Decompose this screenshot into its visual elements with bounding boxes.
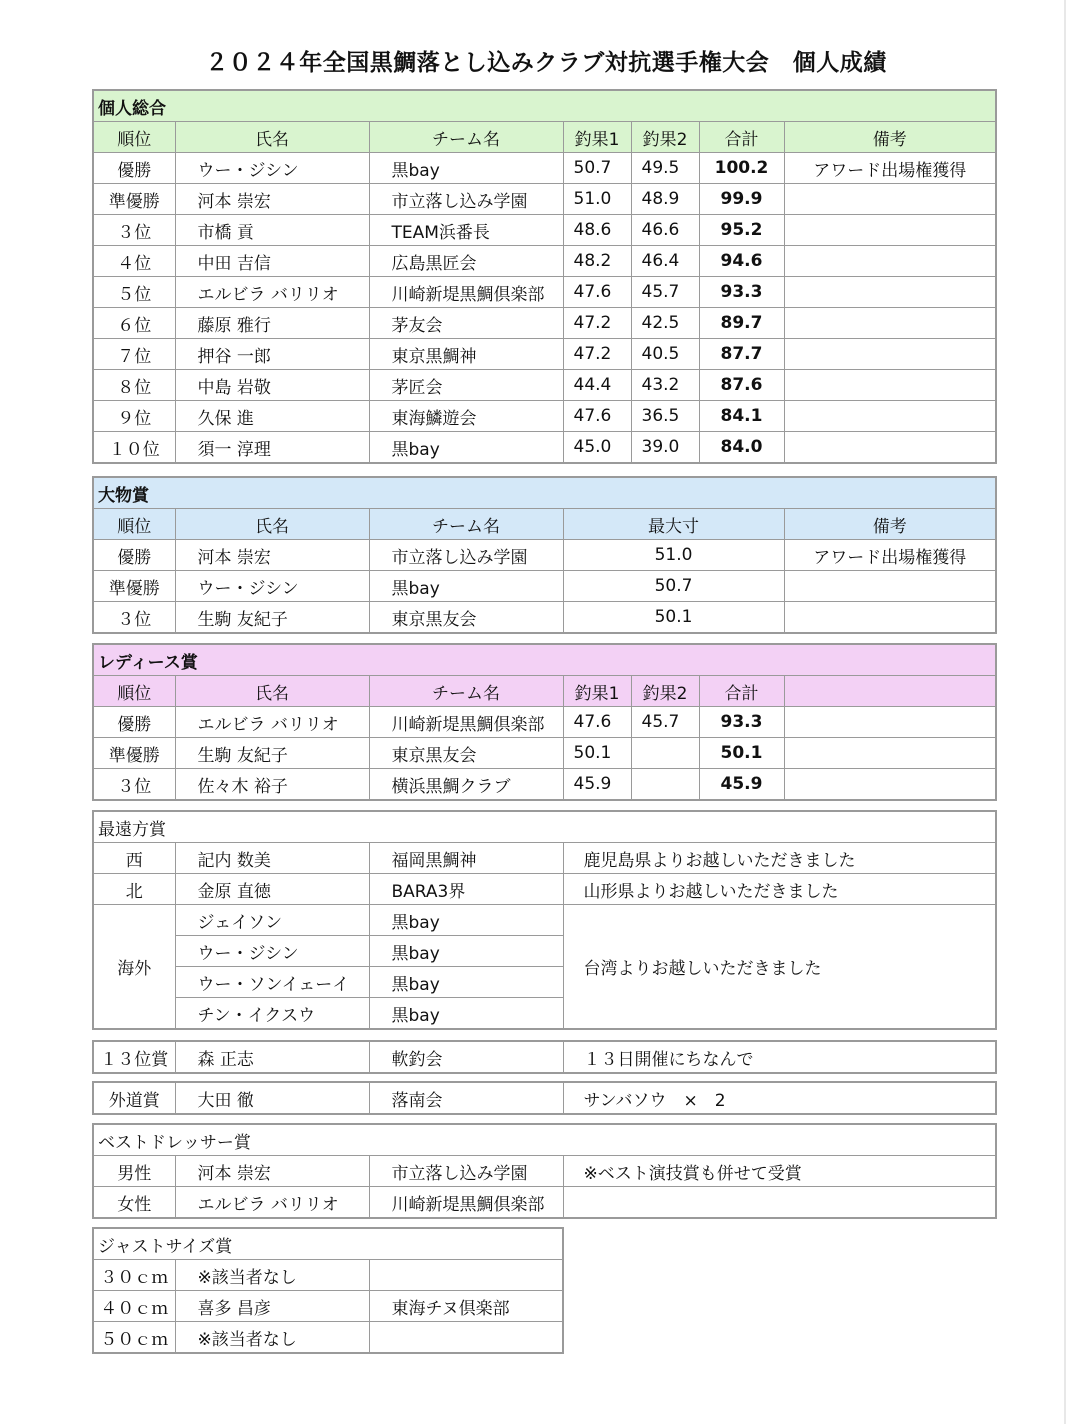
rank-cell: 優勝: [93, 540, 175, 571]
column-header: 釣果2: [631, 122, 699, 153]
person-name: ウー・ジシン: [175, 936, 369, 967]
note-cell: [784, 277, 996, 308]
justsize-table: [92, 1227, 564, 1354]
catch1-cell: 51.0: [563, 184, 631, 215]
note: 山形県よりお越しいただきました: [563, 874, 996, 905]
table-row: [93, 1187, 996, 1219]
person-name: 中島 岩敬: [175, 370, 369, 401]
column-header: 合計: [699, 122, 784, 153]
total-cell: 100.2: [699, 153, 784, 184]
column-header: チーム名: [369, 122, 563, 153]
note: サンバソウ × 2: [563, 1082, 996, 1114]
catch2-cell: 46.6: [631, 215, 699, 246]
person-name: ※該当者なし: [175, 1260, 369, 1291]
table-row: [93, 370, 996, 401]
person-name: チン・イクスウ: [175, 998, 369, 1030]
column-header: 備考: [784, 509, 996, 540]
person-name: 須一 淳理: [175, 432, 369, 464]
person-name: 中田 吉信: [175, 246, 369, 277]
note-cell: [784, 432, 996, 464]
direction-label: 海外: [93, 905, 175, 1030]
table-row: [93, 1156, 996, 1187]
catch2-cell: [631, 738, 699, 769]
person-name: 押谷 一郎: [175, 339, 369, 370]
team-name: [369, 1322, 563, 1354]
rank-cell: ３位: [93, 215, 175, 246]
catch1-cell: 47.6: [563, 277, 631, 308]
note: ※ベスト演技賞も併せて受賞: [563, 1156, 996, 1187]
person-name: 生駒 友紀子: [175, 602, 369, 634]
note-cell: [784, 246, 996, 277]
note-cell: [784, 571, 996, 602]
catch1-cell: 47.2: [563, 308, 631, 339]
team-name: 東海チヌ倶楽部: [369, 1291, 563, 1322]
person-name: 喜多 昌彦: [175, 1291, 369, 1322]
section-heading: ジャストサイズ賞: [93, 1228, 563, 1260]
page-edge-line: [1064, 0, 1066, 1424]
catch2-cell: 46.4: [631, 246, 699, 277]
person-name: 佐々木 裕子: [175, 769, 369, 801]
size-label: ５０ｃｍ: [93, 1322, 175, 1354]
size-label: ４０ｃｍ: [93, 1291, 175, 1322]
overall-results-table: [92, 89, 997, 464]
person-name: 生駒 友紀子: [175, 738, 369, 769]
table-row: [93, 401, 996, 432]
table-header-row: [93, 676, 996, 707]
note-cell: [784, 184, 996, 215]
catch2-cell: 43.2: [631, 370, 699, 401]
table-row: [93, 1260, 563, 1291]
team-name: 黒bay: [369, 936, 563, 967]
table-row: [93, 738, 996, 769]
note: [563, 1187, 996, 1219]
person-name: 森 正志: [175, 1041, 369, 1073]
person-name: ※該当者なし: [175, 1322, 369, 1354]
rank-cell: 準優勝: [93, 571, 175, 602]
catch1-cell: 50.7: [563, 153, 631, 184]
rank-cell: ９位: [93, 401, 175, 432]
person-name: 河本 崇宏: [175, 1156, 369, 1187]
gedo-table: [92, 1081, 997, 1115]
total-cell: 95.2: [699, 215, 784, 246]
column-header: 氏名: [175, 676, 369, 707]
note-cell: [784, 370, 996, 401]
total-cell: 84.1: [699, 401, 784, 432]
dresser-table: [92, 1123, 997, 1219]
total-cell: 45.9: [699, 769, 784, 801]
person-name: エルビラ バリリオ: [175, 1187, 369, 1219]
team-name: 東京黒友会: [369, 738, 563, 769]
table-row: [93, 308, 996, 339]
rank-cell: ６位: [93, 308, 175, 339]
team-name: 東京黒友会: [369, 602, 563, 634]
catch1-cell: 45.9: [563, 769, 631, 801]
team-name: TEAM浜番長: [369, 215, 563, 246]
empty-cell: [784, 738, 996, 769]
section-heading: 最遠方賞: [93, 811, 996, 843]
column-header: チーム名: [369, 676, 563, 707]
table-row: [93, 540, 996, 571]
team-name: 黒bay: [369, 432, 563, 464]
table-row: [93, 874, 996, 905]
empty-cell: [784, 769, 996, 801]
team-name: 黒bay: [369, 571, 563, 602]
table-row: [93, 1322, 563, 1354]
rank-cell: ７位: [93, 339, 175, 370]
empty-cell: [784, 707, 996, 738]
rank-cell: 優勝: [93, 707, 175, 738]
person-name: 大田 徹: [175, 1082, 369, 1114]
note: 台湾よりお越しいただきました: [563, 905, 996, 1030]
catch1-cell: 48.6: [563, 215, 631, 246]
team-name: BARA3界: [369, 874, 563, 905]
team-name: 茅友会: [369, 308, 563, 339]
column-header: 氏名: [175, 122, 369, 153]
rank-cell: ３位: [93, 602, 175, 634]
max-size-cell: 50.1: [563, 602, 784, 634]
table-header-row: [93, 122, 996, 153]
catch1-cell: 47.6: [563, 401, 631, 432]
place13-table: [92, 1040, 997, 1074]
person-name: 市橋 貢: [175, 215, 369, 246]
column-header: 釣果1: [563, 676, 631, 707]
person-name: ジェイソン: [175, 905, 369, 936]
team-name: 茅匠会: [369, 370, 563, 401]
award-label: 外道賞: [93, 1082, 175, 1114]
table-row: [93, 769, 996, 801]
rank-cell: １０位: [93, 432, 175, 464]
table-row: [93, 1082, 996, 1114]
table-header-row: [93, 509, 996, 540]
table-row: [93, 707, 996, 738]
team-name: [369, 1260, 563, 1291]
page-title: ２０２４年全国黒鯛落とし込みクラブ対抗選手権大会 個人成績: [205, 50, 887, 76]
team-name: 黒bay: [369, 967, 563, 998]
person-name: 金原 直徳: [175, 874, 369, 905]
table-row: [93, 571, 996, 602]
total-cell: 87.7: [699, 339, 784, 370]
section-heading: レディース賞: [93, 644, 996, 676]
team-name: 横浜黒鯛クラブ: [369, 769, 563, 801]
team-name: 川崎新堤黒鯛倶楽部: [369, 1187, 563, 1219]
person-name: 記内 数美: [175, 843, 369, 874]
award-label: １３位賞: [93, 1041, 175, 1073]
gender-label: 男性: [93, 1156, 175, 1187]
catch2-cell: 45.7: [631, 707, 699, 738]
table-row: [93, 1041, 996, 1073]
table-row: [93, 339, 996, 370]
column-header: 合計: [699, 676, 784, 707]
team-name: 黒bay: [369, 998, 563, 1030]
note-cell: [784, 602, 996, 634]
column-header: 順位: [93, 509, 175, 540]
table-row: [93, 246, 996, 277]
table-row: [93, 602, 996, 634]
rank-cell: 優勝: [93, 153, 175, 184]
gender-label: 女性: [93, 1187, 175, 1219]
person-name: エルビラ バリリオ: [175, 707, 369, 738]
team-name: 落南会: [369, 1082, 563, 1114]
column-header: [784, 676, 996, 707]
total-cell: 84.0: [699, 432, 784, 464]
note-cell: [784, 339, 996, 370]
direction-label: 西: [93, 843, 175, 874]
catch2-cell: 36.5: [631, 401, 699, 432]
table-row: [93, 432, 996, 464]
table-row: [93, 843, 996, 874]
person-name: ウー・ソンイェーイ: [175, 967, 369, 998]
column-header: 順位: [93, 122, 175, 153]
catch1-cell: 48.2: [563, 246, 631, 277]
column-header: 備考: [784, 122, 996, 153]
note-cell: [784, 401, 996, 432]
team-name: 市立落し込み学園: [369, 1156, 563, 1187]
rank-cell: ４位: [93, 246, 175, 277]
note: 鹿児島県よりお越しいただきました: [563, 843, 996, 874]
note-cell: アワード出場権獲得: [784, 153, 996, 184]
section-heading: 個人総合: [93, 90, 996, 122]
max-size-cell: 50.7: [563, 571, 784, 602]
table-row: [93, 277, 996, 308]
section-heading: ベストドレッサー賞: [93, 1124, 996, 1156]
ladies-table: [92, 643, 997, 801]
table-row: [93, 184, 996, 215]
person-name: 藤原 雅行: [175, 308, 369, 339]
rank-cell: ３位: [93, 769, 175, 801]
team-name: 黒bay: [369, 905, 563, 936]
max-size-cell: 51.0: [563, 540, 784, 571]
total-cell: 93.3: [699, 707, 784, 738]
person-name: エルビラ バリリオ: [175, 277, 369, 308]
team-name: 市立落し込み学園: [369, 184, 563, 215]
rank-cell: ５位: [93, 277, 175, 308]
person-name: ウー・ジシン: [175, 153, 369, 184]
catch1-cell: 44.4: [563, 370, 631, 401]
column-header: 釣果1: [563, 122, 631, 153]
column-header: 氏名: [175, 509, 369, 540]
catch2-cell: 42.5: [631, 308, 699, 339]
team-name: 軟釣会: [369, 1041, 563, 1073]
rank-cell: ８位: [93, 370, 175, 401]
person-name: 久保 進: [175, 401, 369, 432]
catch1-cell: 50.1: [563, 738, 631, 769]
total-cell: 94.6: [699, 246, 784, 277]
total-cell: 99.9: [699, 184, 784, 215]
person-name: 河本 崇宏: [175, 540, 369, 571]
column-header: チーム名: [369, 509, 563, 540]
section-heading: 大物賞: [93, 477, 996, 509]
note-cell: [784, 215, 996, 246]
table-row: [93, 215, 996, 246]
table-row: [93, 153, 996, 184]
farthest-table: [92, 810, 997, 1030]
size-label: ３０ｃｍ: [93, 1260, 175, 1291]
column-header: 最大寸: [563, 509, 784, 540]
team-name: 川崎新堤黒鯛倶楽部: [369, 277, 563, 308]
table-row: [93, 1291, 563, 1322]
catch2-cell: 45.7: [631, 277, 699, 308]
team-name: 広島黒匠会: [369, 246, 563, 277]
person-name: ウー・ジシン: [175, 571, 369, 602]
bigfish-table: [92, 476, 997, 634]
total-cell: 87.6: [699, 370, 784, 401]
catch2-cell: [631, 769, 699, 801]
catch1-cell: 47.2: [563, 339, 631, 370]
rank-cell: 準優勝: [93, 738, 175, 769]
team-name: 川崎新堤黒鯛倶楽部: [369, 707, 563, 738]
catch1-cell: 47.6: [563, 707, 631, 738]
catch2-cell: 40.5: [631, 339, 699, 370]
team-name: 市立落し込み学園: [369, 540, 563, 571]
total-cell: 89.7: [699, 308, 784, 339]
catch2-cell: 39.0: [631, 432, 699, 464]
team-name: 東海鱗遊会: [369, 401, 563, 432]
person-name: 河本 崇宏: [175, 184, 369, 215]
note-cell: [784, 308, 996, 339]
total-cell: 93.3: [699, 277, 784, 308]
direction-label: 北: [93, 874, 175, 905]
total-cell: 50.1: [699, 738, 784, 769]
note: １３日開催にちなんで: [563, 1041, 996, 1073]
team-name: 福岡黒鯛神: [369, 843, 563, 874]
catch2-cell: 49.5: [631, 153, 699, 184]
rank-cell: 準優勝: [93, 184, 175, 215]
note-cell: アワード出場権獲得: [784, 540, 996, 571]
team-name: 東京黒鯛神: [369, 339, 563, 370]
table-row: [93, 905, 996, 936]
column-header: 釣果2: [631, 676, 699, 707]
column-header: 順位: [93, 676, 175, 707]
catch1-cell: 45.0: [563, 432, 631, 464]
catch2-cell: 48.9: [631, 184, 699, 215]
team-name: 黒bay: [369, 153, 563, 184]
